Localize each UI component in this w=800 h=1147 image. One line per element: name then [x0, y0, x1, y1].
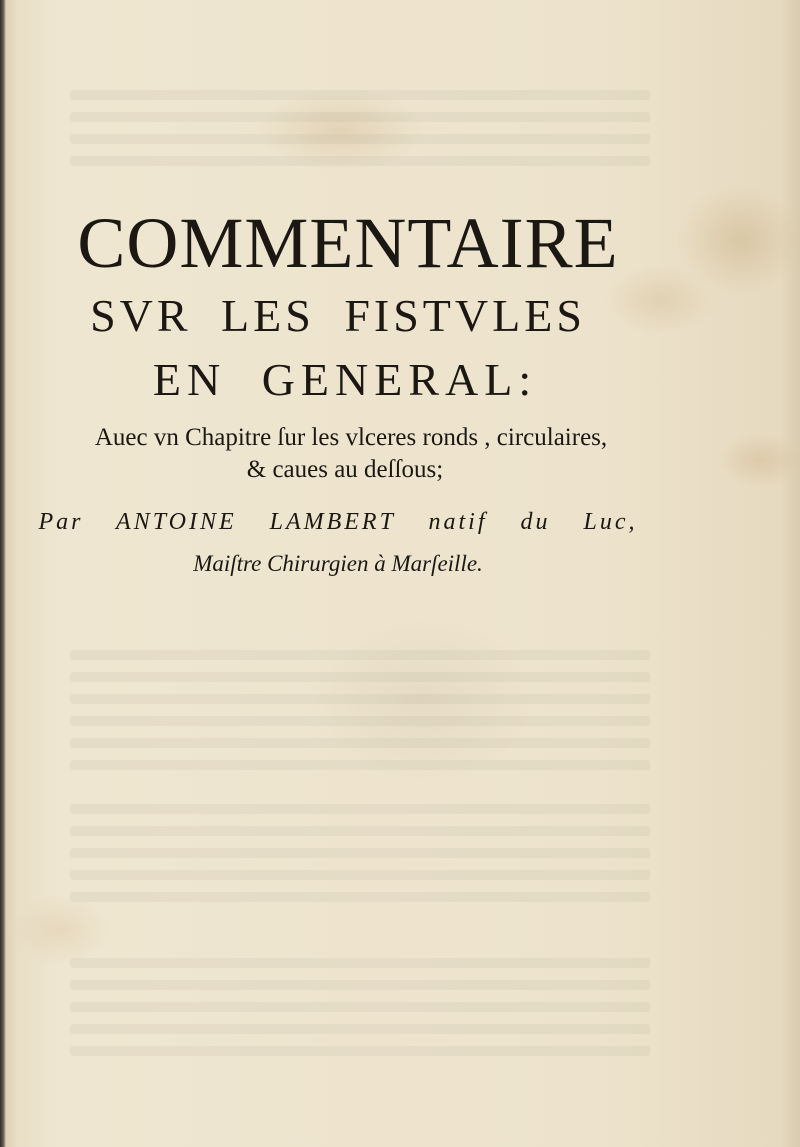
show-through-line — [70, 760, 650, 770]
show-through-line — [70, 980, 650, 990]
author-line: Par ANTOINE LAMBERT natif du Luc, — [38, 509, 638, 535]
title-line-commentaire: COMMENTAIRE — [77, 203, 619, 283]
subtitle-line-2: & caues au deſſous; — [246, 456, 444, 483]
title-line-general: EN GENERAL: — [152, 354, 538, 405]
show-through-line — [70, 848, 650, 858]
show-through-line — [70, 1002, 650, 1012]
title-line-fistules: SVR LES FISTVLES — [90, 290, 586, 341]
show-through-line — [70, 90, 650, 100]
show-through-line — [70, 1046, 650, 1056]
show-through-line — [70, 134, 650, 144]
show-through-line — [70, 716, 650, 726]
show-through-line — [70, 112, 650, 122]
show-through-line — [70, 826, 650, 836]
show-through-line — [70, 738, 650, 748]
show-through-line — [70, 156, 650, 166]
show-through-line — [70, 870, 650, 880]
show-through-line — [70, 892, 650, 902]
show-through-line — [70, 650, 650, 660]
show-through-line — [70, 672, 650, 682]
subtitle-line-1: Auec vn Chapitre ſur les vlceres ronds , circulaires, — [94, 424, 608, 451]
show-through-line — [70, 694, 650, 704]
show-through-line — [70, 958, 650, 968]
show-through-line — [70, 1024, 650, 1034]
author-title-line: Maiſtre Chirurgien à Marſeille. — [193, 551, 483, 576]
show-through-line — [70, 804, 650, 814]
